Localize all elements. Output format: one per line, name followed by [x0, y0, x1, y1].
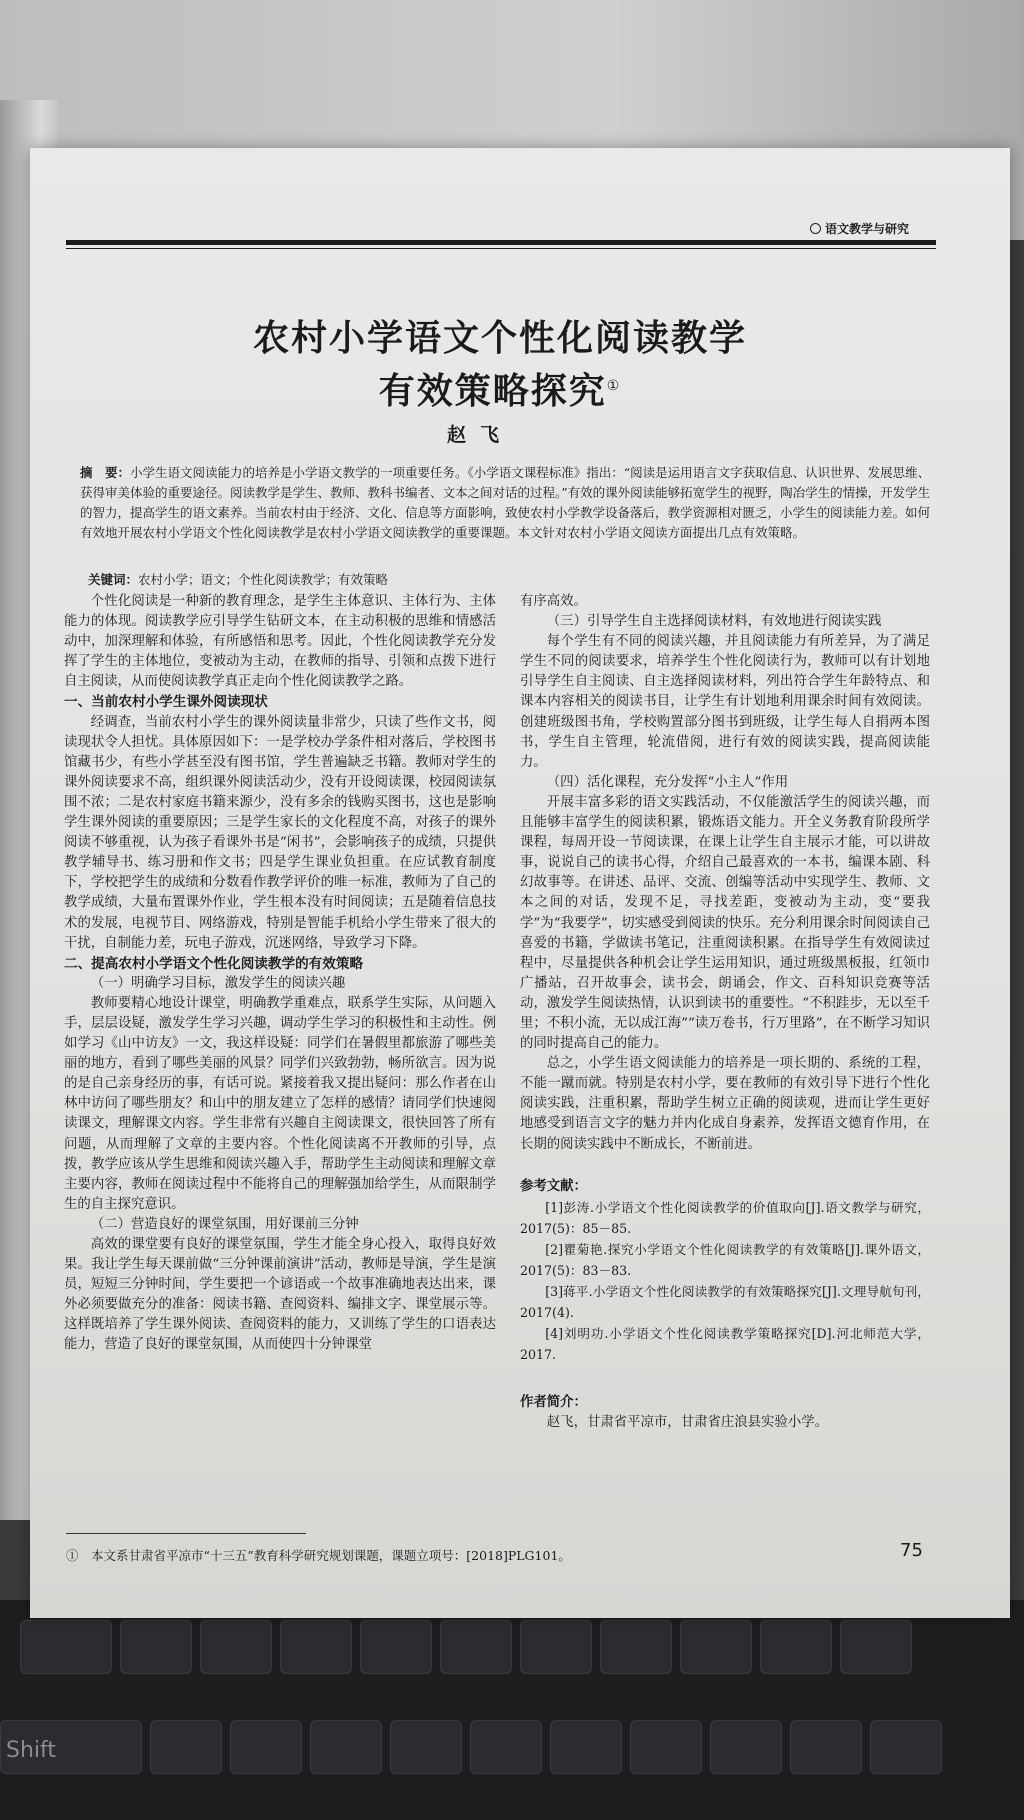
reference-item: [4]刘明功.小学语文个性化阅读教学策略探究[D].河北师范大学，2017.	[520, 1325, 930, 1362]
abstract-label: 摘 要：	[80, 465, 131, 480]
keyboard-key	[840, 1620, 912, 1674]
keyboard-key	[390, 1720, 462, 1774]
paragraph: 教师要精心地设计课堂，明确教学重难点，联系学生实际，从问题入手，层层设疑，激发学生学习兴趣，调动学生学习的积极性和主动性。例如学习《山中访友》一文，我这样设疑：同学们在暑假里都旅游了哪些美丽的地方，看到了哪些美丽的风景？同学们兴致勃勃，畅所欲言。因为说的是自己亲身经历的事，有话可说。紧接着我又提出疑问：那么作者在山林中访问了哪些朋友？和山中的朋友建立了怎样的感情？请同学们快速阅读课文，理解课文内容。学生非常有兴趣自主阅读课文，很快回答了所有问题，从而理解了文章的主要内容。个性化阅读离不开教师的引导，点拨，教学应该从学生思维和阅读兴趣入手，帮助学生主动阅读和理解文章主要内容，教师在阅读过程中不能将自己的理解强加给学生，从而限制学生的自主探究意识。	[64, 995, 496, 1212]
reference-item: [3]蒋平.小学语文个性化阅读教学的有效策略探究[J].文理导航旬刊，2017(4).	[520, 1283, 930, 1320]
author-intro-text: 赵飞，甘肃省平凉市，甘肃省庄浪县实验小学。	[546, 1414, 828, 1430]
paragraph: 每个学生有不同的阅读兴趣，并且阅读能力有所差异，为了满足学生不同的阅读要求，培养学生个性化阅读行为，教师可以有计划地引导学生自主阅读、自主选择阅读材料，列出符合学生年龄特点、和课本内容相关的阅读书目，让学生有计划地利用课余时间有效阅读。创建班级图书角，学校购置部分图书到班级，让学生每人自捐两本图书，学生自主管理，轮流借阅，进行有效的阅读实践，提高阅读能力。	[520, 634, 930, 770]
journal-page	[30, 148, 1010, 1618]
keyboard-key	[550, 1720, 622, 1774]
subsection-heading: （四）活化课程，充分发挥“小主人”作用	[546, 774, 789, 790]
reference-item: [1]彭涛.小学语文个性化阅读教学的价值取向[J].语文教学与研究，2017(5)：85－85.	[520, 1199, 930, 1236]
keyboard-key	[760, 1620, 832, 1674]
footnote-rule	[66, 1533, 306, 1534]
abstract-text: 小学生语文阅读能力的培养是小学语文教学的一项重要任务。《小学语文课程标准》指出：“阅读是运用语言文字获取信息、认识世界、发展思维、获得审美体验的重要途径。阅读教学是学生、教师、教科书编者、文本之间对话的过程。”有效的课外阅读能够拓宽学生的视野，陶冶学生的情操，开发学生的智力，提高学生的语文素养。当前农村由于经济、文化、信息等方面影响，致使农村小学教学设备落后，教学资源相对匮乏，小学生的阅读能力差。如何有效地开展农村小学语文个性化阅读教学是农村小学语文阅读教学的重要课题。本文针对农村小学语文阅读方面提出几点有效策略。	[80, 465, 931, 540]
page-number: 75	[900, 1540, 923, 1561]
keyboard-key	[630, 1720, 702, 1774]
subsection-heading: （二）营造良好的课堂氛围，用好课前三分钟	[90, 1216, 359, 1232]
section-heading: 一、当前农村小学生课外阅读现状	[64, 694, 268, 711]
paragraph: 有序高效。	[520, 594, 587, 609]
article-author: 赵飞	[446, 424, 513, 446]
footnote: ① 本文系甘肃省平凉市“十三五”教育科学研究规划课题，课题立项号：[2018]PLG101。	[66, 1548, 571, 1563]
keyboard-key	[440, 1620, 512, 1674]
abstract	[80, 463, 940, 543]
keyboard-key	[360, 1620, 432, 1674]
reference-item: [2]瞿菊艳.探究小学语文个性化阅读教学的有效策略[J].课外语文，2017(5)：83－83.	[520, 1241, 930, 1278]
keyboard	[0, 1600, 1024, 1820]
keyboard-key	[280, 1620, 352, 1674]
references-heading: 参考文献：	[520, 1178, 587, 1194]
keyboard-key	[680, 1620, 752, 1674]
keyboard-key	[120, 1620, 192, 1674]
keywords	[88, 570, 948, 588]
circle-icon	[810, 223, 821, 234]
keyboard-key	[870, 1720, 942, 1774]
section-header	[810, 220, 909, 237]
keyboard-key	[20, 1620, 112, 1674]
title-text: 有效策略探究	[378, 371, 607, 412]
header-rule	[66, 240, 936, 245]
article-title-line1: 农村小学语文个性化阅读教学	[252, 318, 747, 359]
keyboard-key	[200, 1620, 272, 1674]
section-heading: 二、提高农村小学语文个性化阅读教学的有效策略	[64, 955, 364, 972]
keyboard-key	[790, 1720, 862, 1774]
paragraph: 高效的课堂要有良好的课堂氛围，学生才能全身心投入，取得良好效果。我让学生每天课前做“三分钟课前演讲”活动，教师是导演，学生是演员，短短三分钟时间，学生要把一个谚语或一个故事准确地表达出来，课外必须要做充分的准备：阅读书籍、查阅资料、编排文字、课堂展示等。这样既培养了学生课外阅读、查阅资料的能力，又训练了学生的口语表达能力，营造了良好的课堂氛围，从而使四十分钟课堂	[64, 1237, 496, 1353]
body-column-left	[64, 592, 496, 1356]
subsection-heading: （三）引导学生自主选择阅读材料，有效地进行阅读实践	[546, 614, 882, 630]
keyboard-key	[230, 1720, 302, 1774]
keyboard-key	[710, 1720, 782, 1774]
keyboard-key	[600, 1620, 672, 1674]
paragraph: 经调查，当前农村小学生的课外阅读量非常少，只读了些作文书，阅读现状令人担忧。具体原因如下：一是学校办学条件相对落后，学校图书馆藏书少，有些小学甚至没有图书馆，学生普遍缺乏书籍。教师对学生的课外阅读要求不高，组织课外阅读活动少，没有开设阅读课，校园阅读氛围不浓；二是农村家庭书籍来源少，没有多余的钱购买图书，这也是影响学生课外阅读的重要原因；三是学生家长的文化程度不高，对孩子的课外阅读不够重视，认为孩子看课外书是“闲书”，会影响孩子的成绩，只提供教学辅导书、练习册和作文书；四是学生课业负担重。在应试教育制度下，学校把学生的成绩和分数看作教学评价的唯一标准，教师为了自己的教学成绩，大量布置课外作业，学生根本没有时间阅读；五是随着信息技术的发展，电视节目、网络游戏，特别是智能手机给小学生带来了很大的干扰，自制能力差，玩电子游戏，沉迷网络，导致学习下降。	[64, 714, 496, 951]
paragraph: 总之，小学生语文阅读能力的培养是一项长期的、系统的工程，不能一蹴而就。特别是农村小学，要在教师的有效引导下进行个性化阅读实践，注重积累，帮助学生树立正确的阅读观，进而让学生更好地感受到语言文字的魅力并内化成自身素养，发挥语文德育作用，在长期的阅读实践中不断成长，不断前进。	[520, 1056, 930, 1152]
keywords-text: 农村小学；语文；个性化阅读教学；有效策略	[138, 572, 389, 587]
header-rule-thin	[66, 248, 936, 249]
keyboard-key	[310, 1720, 382, 1774]
article-title-line2	[150, 363, 850, 414]
author-intro-heading: 作者简介：	[520, 1394, 587, 1410]
paragraph: 个性化阅读是一种新的教育理念，是学生主体意识、主体行为、主体能力的体现。阅读教学应引导学生钻研文本，在主动积极的思维和情感活动中，加深理解和体验，有所感悟和思考。因此，个性化阅读教学充分发挥了学生的主体地位，变被动为主动，在教师的指导、引领和点拨下进行自主阅读，从而使阅读教学真正走向个性化阅读教学之路。	[64, 594, 496, 690]
body-right-paragraphs	[520, 592, 930, 1155]
keyboard-key	[520, 1620, 592, 1674]
keywords-label: 关键词：	[88, 572, 139, 587]
subsection-heading: （一）明确学习目标，激发学生的阅读兴趣	[90, 975, 346, 991]
keyboard-shift-label: Shift	[6, 1738, 57, 1763]
section-label: 语文教学与研究	[825, 222, 910, 236]
keyboard-key	[470, 1720, 542, 1774]
paragraph: 开展丰富多彩的语文实践活动，不仅能激活学生的阅读兴趣，而且能够丰富学生的阅读积累，锻炼语文能力。开全义务教育阶段所学课程，每周开设一节阅读课，在课上让学生自主展示才能，可以讲故事，说说自己的读书心得，介绍自己最喜欢的一本书，编课本剧、科幻故事等。在讲述、品评、交流、创编等活动中实现学生、教师、文本之间的对话，发现不足，寻找差距，变被动为主动，变“要我学”为“我要学”，切实感受到阅读的快乐。充分利用课余时间阅读自己喜爱的书籍，学做读书笔记，注重阅读积累。在指导学生有效阅读过程中，尽量提供各种机会让学生运用知识，通过班级黑板报，红领巾广播站，召开故事会，读书会，朗诵会，作文、百科知识竞赛等活动，激发学生阅读热情，认识到读书的重要性。“不积跬步，无以至千里；不积小流，无以成江海”“读万卷书，行万里路”，在不断学习知识的同时提高自己的能力。	[520, 794, 930, 1052]
body-column-right	[520, 592, 930, 1433]
keyboard-key	[150, 1720, 222, 1774]
references-list	[520, 1197, 930, 1365]
title-footnote-mark: ①	[606, 378, 622, 394]
